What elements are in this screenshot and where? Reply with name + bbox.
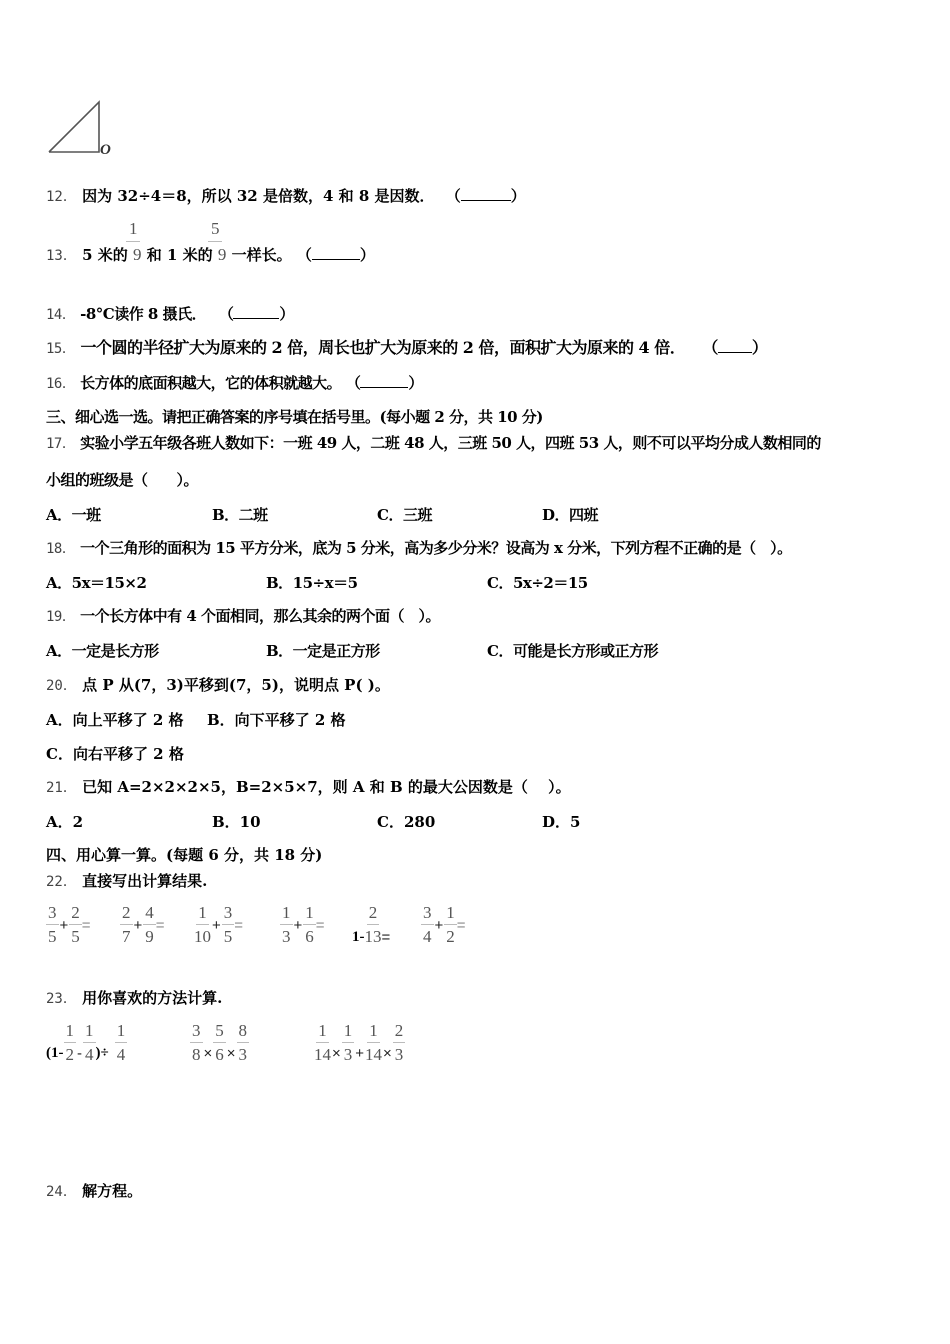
answer-close-paren: ） [751, 338, 768, 357]
option-b[interactable]: B．二班 [212, 506, 268, 524]
question-14 [46, 304, 294, 325]
fraction: $\frac{5}{6}$ [215, 1021, 224, 1064]
fraction: $\frac{2}{5}$ [71, 903, 80, 946]
close-paren-divide: )÷ [95, 1045, 109, 1061]
option-b[interactable]: B．一定是正方形 [266, 642, 380, 660]
expression-1 [46, 904, 91, 946]
question-number: 14． [46, 307, 76, 323]
option-a[interactable]: A．一定是长方形 [46, 642, 159, 660]
question-number: 24． [46, 1184, 77, 1200]
multiply-operator: × [226, 1045, 236, 1062]
question-text: 直接写出计算结果. [82, 872, 208, 890]
question-text: 一个长方体中有 4 个面相同，那么其余的两个面（ ）。 [80, 607, 440, 625]
option-b[interactable]: B．15÷x＝5 [266, 574, 358, 592]
calc-expression-1 [46, 1022, 127, 1064]
fraction: $\frac{1}{4}$ [85, 1021, 94, 1064]
open-paren-one-minus: (1- [46, 1045, 64, 1061]
equals-sign: = [381, 928, 391, 946]
calc-expression-2 [190, 1022, 249, 1064]
answer-blank[interactable] [461, 186, 511, 201]
question-number: 16． [46, 376, 76, 392]
question-number: 18． [46, 541, 76, 557]
option-a[interactable]: A．5x＝15×2 [46, 574, 147, 592]
option-c[interactable]: C．可能是长方形或正方形 [487, 642, 658, 660]
fraction: $\frac{1}{3}$ [282, 903, 291, 946]
plus-operator: + [355, 1045, 365, 1062]
question-text-line1: 实验小学五年级各班人数如下：一班 49 人，二班 48 人，三班 50 人，四班 53 人，则不可以平均分成人数相同的 [80, 434, 821, 452]
question-12 [46, 186, 526, 207]
option-c[interactable]: C．三班 [377, 506, 432, 524]
question-17 [46, 433, 821, 454]
option-c[interactable]: C．5x÷2＝15 [487, 574, 588, 592]
question-text: 一个圆的半径扩大为原来的 2 倍，周长也扩大为原来的 2 倍，面积扩大为原来的 4 倍． [80, 338, 686, 357]
question-21 [46, 777, 571, 798]
question-text: 长方体的底面积越大，它的体积就越大。 [80, 374, 342, 392]
option-d[interactable]: D．四班 [542, 506, 599, 524]
question-number: 23． [46, 991, 77, 1007]
answer-open-paren: （ [445, 187, 461, 205]
plus-operator: + [212, 916, 221, 934]
question-number: 13． [46, 248, 77, 264]
expression-2 [120, 904, 165, 946]
expression-5 [352, 904, 390, 946]
question-number: 15． [46, 341, 76, 357]
option-c[interactable]: C．280 [377, 813, 436, 831]
option-b[interactable]: B．向下平移了 2 格 [207, 711, 346, 729]
fraction: $\frac{3}{5}$ [223, 903, 233, 946]
option-b[interactable]: B．10 [212, 813, 261, 831]
question-number: 12． [46, 189, 77, 205]
section-4-heading: 四、用心算一算。(每题 6 分，共 18 分) [46, 846, 323, 864]
question-15 [46, 338, 767, 359]
option-a[interactable]: A．2 [46, 813, 84, 831]
answer-blank[interactable] [360, 373, 408, 388]
fraction: $\frac{3}{8}$ [192, 1021, 201, 1064]
answer-blank[interactable] [718, 338, 752, 353]
question-19 [46, 606, 440, 627]
question-text: 已知 A=2×2×2×5，B=2×5×7，则 A 和 B 的最大公因数是（ ）。 [82, 778, 571, 796]
question-text: 用你喜欢的方法计算. [82, 989, 223, 1007]
answer-open-paren: （ [296, 246, 312, 264]
answer-close-paren: ） [359, 246, 375, 264]
option-a[interactable]: A．一班 [46, 506, 101, 524]
question-text-part1: 5 米的 [82, 246, 128, 264]
fraction-denominator: 9 [133, 245, 142, 264]
equals-sign: = [234, 916, 244, 934]
answer-close-paren: ） [279, 305, 294, 323]
answer-close-paren: ） [408, 374, 423, 392]
answer-open-paren: （ [218, 305, 234, 323]
question-text-part2: 和 1 米的 [146, 246, 213, 264]
fraction-5-9-numerator: 5 [211, 219, 220, 238]
right-triangle-icon [44, 98, 124, 162]
equals-sign: = [456, 916, 466, 934]
expression-6 [421, 904, 466, 946]
multiply-operator: × [383, 1045, 392, 1062]
fraction: $\frac{1}{10}$ [194, 903, 211, 946]
plus-operator: + [434, 916, 444, 934]
option-a[interactable]: A．向上平移了 2 格 [46, 711, 184, 729]
fraction: $\frac{2}{3}$ [394, 1021, 404, 1064]
answer-close-paren: ） [510, 187, 526, 205]
fraction: $\frac{1}{3}$ [343, 1021, 353, 1064]
multiply-operator: × [203, 1045, 213, 1062]
fraction: $\frac{8}{3}$ [238, 1021, 248, 1064]
question-number: 20． [46, 678, 77, 694]
multiply-operator: × [332, 1045, 341, 1062]
equals-sign: = [81, 916, 91, 934]
question-18 [46, 538, 792, 559]
plus-operator: + [293, 916, 303, 934]
question-text: 一个三角形的面积为 15 平方分米，底为 5 分米，高为多少分米？设高为 x 分米，下列方程不正确的是（ ）。 [80, 539, 792, 557]
question-22 [46, 871, 207, 892]
option-d[interactable]: D．5 [542, 813, 581, 831]
vertex-label-o: O [100, 142, 111, 158]
fraction: $\frac{2}{13}$ [364, 903, 382, 946]
question-17-line2: 小组的班级是（ ）。 [46, 471, 199, 489]
question-text: 因为 32÷4＝8，所以 32 是倍数，4 和 8 是因数． [82, 187, 435, 205]
minus-operator: - [77, 1045, 82, 1062]
question-number: 19． [46, 609, 76, 625]
question-number: 17． [46, 436, 76, 452]
fraction-bar [208, 241, 222, 242]
question-text: 点 P 从(7，3)平移到(7，5)，说明点 P( )。 [82, 676, 390, 694]
fraction: $\frac{2}{7}$ [122, 903, 131, 946]
fraction: $\frac{1}{6}$ [305, 903, 314, 946]
fraction: $\frac{4}{9}$ [145, 903, 154, 946]
expression-3 [194, 904, 243, 946]
answer-open-paren: （ [702, 338, 718, 357]
question-number: 22． [46, 874, 77, 890]
triangle-figure [44, 98, 124, 162]
equals-sign: = [315, 916, 325, 934]
question-number: 21． [46, 780, 77, 796]
fraction-1-9-numerator: 1 [129, 219, 138, 238]
question-24 [46, 1181, 142, 1202]
fraction: $\frac{3}{4}$ [423, 903, 432, 946]
fraction: $\frac{1}{14}$ [314, 1021, 331, 1064]
question-13 [46, 245, 375, 266]
fraction: $\frac{1}{14}$ [365, 1021, 383, 1064]
answer-open-paren: （ [345, 374, 361, 392]
plus-operator: + [133, 916, 143, 934]
plus-operator: + [59, 916, 69, 934]
fraction: $\frac{3}{5}$ [48, 903, 57, 946]
fraction-denominator: 9 [217, 245, 227, 264]
answer-blank[interactable] [233, 304, 279, 319]
question-text: -8°C读作 8 摄氏． [80, 305, 207, 323]
question-text-part3: 一样长。 [231, 246, 292, 264]
one-minus-prefix: 1- [352, 928, 365, 945]
equals-sign: = [155, 916, 165, 934]
question-text: 解方程。 [82, 1182, 143, 1200]
calc-expression-3 [314, 1022, 405, 1064]
option-c[interactable]: C．向右平移了 2 格 [46, 745, 184, 763]
fraction: $\frac{1}{2}$ [65, 1021, 74, 1064]
fraction: $\frac{1}{4}$ [116, 1021, 126, 1064]
fraction: $\frac{1}{2}$ [446, 903, 455, 946]
question-23 [46, 988, 222, 1009]
answer-blank[interactable] [312, 245, 360, 260]
expression-4 [280, 904, 325, 946]
fraction-bar [126, 241, 140, 242]
section-3-heading: 三、细心选一选。请把正确答案的序号填在括号里。(每小题 2 分，共 10 分) [46, 408, 543, 426]
question-16 [46, 373, 423, 394]
question-20 [46, 675, 390, 696]
